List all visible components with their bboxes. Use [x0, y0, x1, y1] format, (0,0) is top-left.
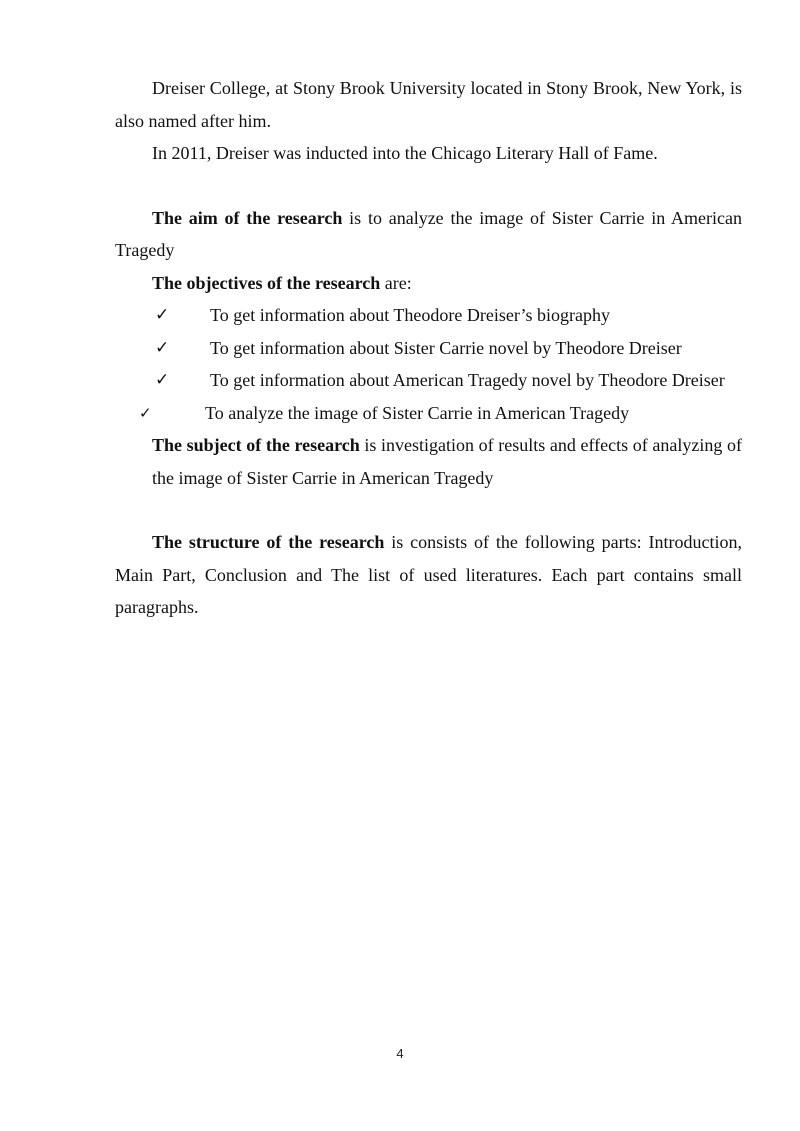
objective-item-text: To get information about American Tragedy novel by Theodore Dreiser — [210, 370, 725, 390]
paragraph-structure — [115, 526, 742, 624]
objective-item-text: To get information about Sister Carrie novel by Theodore Dreiser — [210, 337, 682, 358]
subject-text: is investigation of results and effects of analyzing of the image of Sister Carrie in American Tragedy — [152, 435, 742, 488]
objective-item — [115, 364, 742, 397]
paragraph-dreiser-college: Dreiser College, at Stony Brook University located in Stony Brook, New York, is also named after him. — [115, 78, 742, 131]
paragraph-aim — [115, 202, 742, 267]
page-number: 4 — [396, 1046, 404, 1061]
page-content — [115, 72, 742, 624]
objectives-text: are: — [380, 272, 412, 293]
subject-label: The subject of the research — [152, 435, 360, 455]
aim-label: The aim of the research — [152, 207, 343, 228]
checkmark-icon: ✓ — [155, 370, 170, 390]
checkmark-icon: ✓ — [155, 337, 170, 358]
spacer — [115, 170, 742, 202]
paragraph-objectives — [115, 267, 742, 300]
checkmark-icon: ✓ — [139, 403, 152, 422]
objectives-label: The objectives of the research — [152, 272, 381, 293]
objective-item — [115, 397, 742, 430]
objective-item — [115, 299, 742, 332]
paragraph-subject — [115, 429, 742, 494]
aim-text: is to analyze the image of Sister Carrie in American Tragedy — [115, 207, 742, 260]
structure-label: The structure of the research — [152, 532, 385, 552]
objective-item-text: To analyze the image of Sister Carrie in American Tragedy — [205, 402, 630, 423]
objective-item — [115, 332, 742, 365]
paragraph-hall-of-fame: In 2011, Dreiser was inducted into the Chicago Literary Hall of Fame. — [152, 143, 658, 163]
checkmark-icon: ✓ — [155, 305, 170, 325]
spacer — [115, 494, 742, 526]
objective-item-text: To get information about Theodore Dreiser’s biography — [210, 305, 610, 325]
structure-text: is consists of the following parts: Introduction, Main Part, Conclusion and The list of used literatures. Each part contains small paragraphs. — [115, 532, 742, 617]
